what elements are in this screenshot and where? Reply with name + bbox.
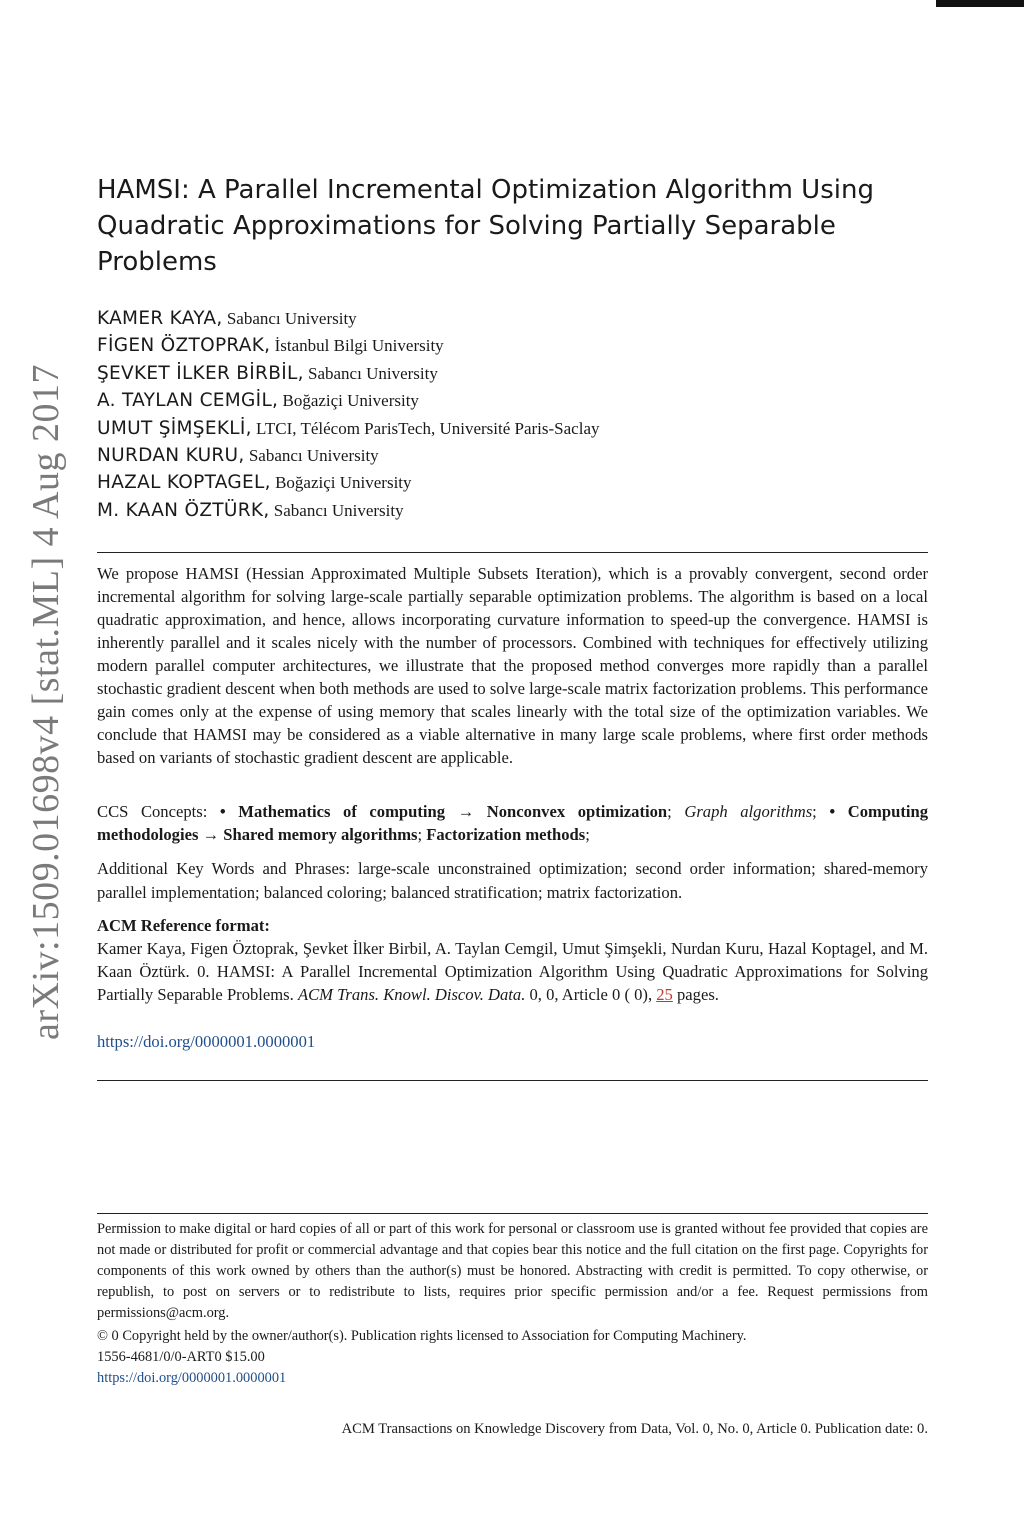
author-list bbox=[97, 305, 928, 524]
ccs-term-primary: Mathematics of computing → Nonconvex optimization bbox=[238, 802, 668, 821]
abstract-bottom-rule bbox=[97, 1080, 928, 1081]
reference-doi bbox=[97, 1030, 928, 1053]
ccs-term-secondary: Graph algorithms bbox=[684, 802, 813, 821]
reference-text bbox=[97, 937, 928, 1006]
abstract-top-rule bbox=[97, 552, 928, 553]
ccs-separator: ; bbox=[417, 825, 427, 844]
corner-bar bbox=[936, 0, 1024, 7]
ccs-term-primary: Factorization methods bbox=[426, 825, 586, 844]
author-item bbox=[97, 497, 928, 524]
author-item bbox=[97, 442, 928, 469]
ccs-concepts bbox=[97, 800, 928, 846]
author-affiliation: LTCI, Télécom ParisTech, Université Paris-Saclay bbox=[251, 418, 600, 438]
author-item bbox=[97, 387, 928, 414]
page-footer: ACM Transactions on Knowledge Discovery from Data, Vol. 0, No. 0, Article 0. Publication date: 0. bbox=[341, 1421, 928, 1437]
author-name: HAZAL KOPTAGEL, bbox=[97, 472, 271, 494]
author-name: NURDAN KURU, bbox=[97, 444, 245, 466]
ccs-separator: ; bbox=[585, 825, 590, 844]
permission-notice: Permission to make digital or hard copies of all or part of this work for personal or classroom use is granted without fee provided that copies are not made or distributed for profit or commercial advantage and that copies bear this notice and the full citation on the first page. Copyrights for components of this work owned by others than the author(s) must be honored. Abstracting with credit is permitted. To copy otherwise, or republish, to post on servers or to redistribute to lists, requires prior specific permission and/or a fee. Request permissions from permissions@acm.org. bbox=[97, 1221, 928, 1321]
reference-volume: 0, 0, Article 0 ( 0), bbox=[525, 985, 657, 1004]
author-name: UMUT ŞİMŞEKLİ, bbox=[97, 417, 252, 439]
author-affiliation: İstanbul Bilgi University bbox=[270, 336, 444, 356]
ccs-bullet: • bbox=[219, 802, 239, 821]
ccs-separator: ; bbox=[812, 802, 830, 821]
author-affiliation: Sabancı University bbox=[303, 363, 438, 383]
author-item bbox=[97, 360, 928, 387]
footnote-doi bbox=[97, 1368, 928, 1389]
author-item bbox=[97, 415, 928, 442]
abstract: We propose HAMSI (Hessian Approximated Multiple Subsets Iteration), which is a provably convergent, second order incremental algorithm for solving large-scale partially separable optimization problems. The algorithm is based on a local quadratic approximation, and hence, allows incorporating curvature information to speed-up the convergence. HAMSI is inherently parallel and it scales nicely with the number of processors. Combined with techniques for effectively utilizing modern parallel computer architectures, we illustrate that the proposed method converges more rapidly than a parallel stochastic gradient descent when both methods are used to solve large-scale matrix factorization problems. This performance gain comes only at the expense of using memory that scales linearly with the total size of the optimization variables. We conclude that HAMSI may be considered as a viable alternative in many large scale problems, where first order methods based on variants of stochastic gradient descent are applicable. bbox=[97, 564, 928, 767]
copyright-notice: © 0 Copyright held by the owner/author(s). Publication rights licensed to Association for Computing Machinery. bbox=[97, 1328, 747, 1344]
author-name: ŞEVKET İLKER BİRBİL, bbox=[97, 362, 304, 384]
author-item bbox=[97, 469, 928, 496]
author-item bbox=[97, 305, 928, 332]
keywords: Additional Key Words and Phrases: large-scale unconstrained optimization; second order information; shared-memory parallel implementation; balanced coloring; balanced stratification; matrix factorization. bbox=[97, 859, 928, 902]
ccs-bullet: • bbox=[829, 802, 848, 821]
author-name: KAMER KAYA, bbox=[97, 308, 223, 329]
footnote-doi-link[interactable]: https://doi.org/0000001.0000001 bbox=[97, 1370, 287, 1386]
reference-citation: Kamer Kaya, Figen Öztoprak, Şevket İlker Birbil, A. Taylan Cemgil, Umut Şimşekli, Nurdan Kuru, Hazal Koptagel, and M. Kaan Öztürk. 0. HAMSI: A Parallel Incremental Optimization Algorithm Using Quadratic Approximations for Solving Partially Separable Problems. bbox=[97, 939, 928, 1004]
author-item bbox=[97, 332, 928, 359]
author-affiliation: Sabancı University bbox=[269, 500, 404, 520]
author-affiliation: Sabancı University bbox=[222, 309, 357, 328]
arxiv-stamp: arXiv:1509.01698v4 [stat.ML] 4 Aug 2017 bbox=[25, 363, 67, 1040]
author-affiliation: Sabancı University bbox=[244, 445, 379, 465]
author-name: M. KAAN ÖZTÜRK, bbox=[97, 499, 270, 521]
reference-pages-label: pages. bbox=[672, 985, 719, 1004]
author-name: FİGEN ÖZTOPRAK, bbox=[97, 335, 271, 357]
ccs-separator: ; bbox=[667, 802, 685, 821]
author-affiliation: Boğaziçi University bbox=[278, 391, 419, 411]
ccs-label: CCS Concepts: bbox=[97, 802, 220, 821]
reference-pages-link[interactable]: 25 bbox=[656, 985, 673, 1004]
author-affiliation: Boğaziçi University bbox=[270, 473, 412, 493]
issn-line: 1556-4681/0/0-ART0 $15.00 bbox=[97, 1349, 265, 1365]
ccs-term-primary: Computing methodologies → Shared memory algorithms bbox=[97, 802, 928, 844]
author-name: A. TAYLAN CEMGİL, bbox=[97, 390, 279, 412]
footnote-rule bbox=[97, 1213, 928, 1214]
reference-heading: ACM Reference format: bbox=[97, 916, 270, 935]
reference-journal: ACM Trans. Knowl. Discov. Data. bbox=[297, 985, 526, 1004]
reference-doi-link[interactable]: https://doi.org/0000001.0000001 bbox=[97, 1032, 316, 1051]
paper-title: HAMSI: A Parallel Incremental Optimization Algorithm Using Quadratic Approximations for Solving Partially Separable Problems bbox=[97, 175, 874, 277]
